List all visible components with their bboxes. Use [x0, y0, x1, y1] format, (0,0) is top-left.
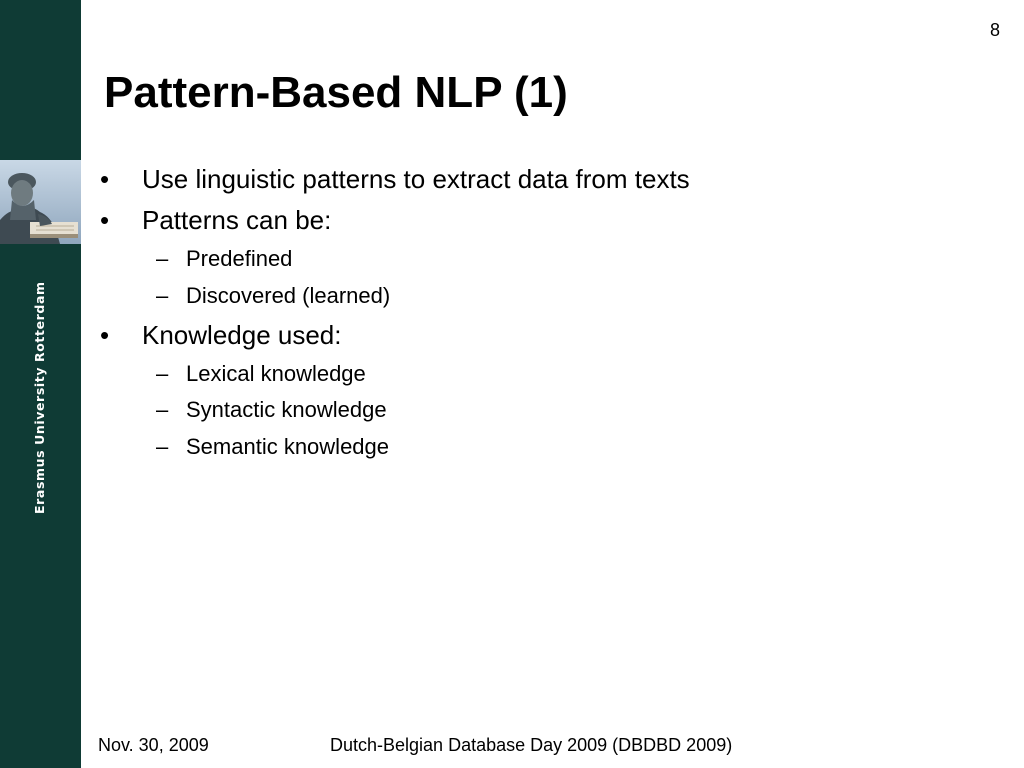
sub-item-text: Semantic knowledge: [186, 433, 390, 459]
dash-marker: –: [156, 246, 169, 271]
sub-item: [100, 395, 980, 424]
sub-item: [100, 281, 980, 310]
sub-item: [100, 359, 980, 388]
sub-item-text: Predefined: [186, 246, 293, 271]
bullet-marker: •: [100, 319, 110, 350]
sub-item: [100, 432, 980, 461]
dash-marker: –: [156, 397, 169, 422]
dash-marker: –: [156, 282, 169, 308]
sub-item-text: Lexical knowledge: [186, 360, 366, 386]
page-number: 8: [989, 20, 1000, 40]
slide-title: Pattern-Based NLP (1): [104, 68, 568, 117]
bullet-text: Use linguistic patterns to extract data from texts: [142, 164, 690, 194]
sub-item-text: Syntactic knowledge: [186, 397, 387, 422]
footer-event-name: Dutch-Belgian Database Day 2009 (DBDBD 2009): [330, 735, 733, 755]
bullet-marker: •: [100, 205, 110, 235]
bullet-text: Patterns can be:: [142, 205, 332, 235]
dash-marker: –: [156, 433, 169, 459]
dash-marker: –: [156, 360, 169, 386]
erasmus-portrait-image: [0, 160, 81, 244]
bullet-marker: •: [100, 164, 110, 194]
slide-content: [100, 162, 980, 469]
bullet-item: [100, 203, 980, 237]
sub-list: [100, 359, 980, 461]
bullet-text: Knowledge used:: [142, 319, 342, 350]
footer-date: Nov. 30, 2009: [98, 735, 209, 755]
sub-item: [100, 244, 980, 273]
bullet-item: [100, 318, 980, 352]
sub-list: [100, 244, 980, 310]
sidebar: [0, 0, 81, 768]
bullet-item: [100, 162, 980, 196]
sub-item-text: Discovered (learned): [186, 282, 391, 308]
university-name: Erasmus University Rotterdam: [32, 281, 47, 514]
